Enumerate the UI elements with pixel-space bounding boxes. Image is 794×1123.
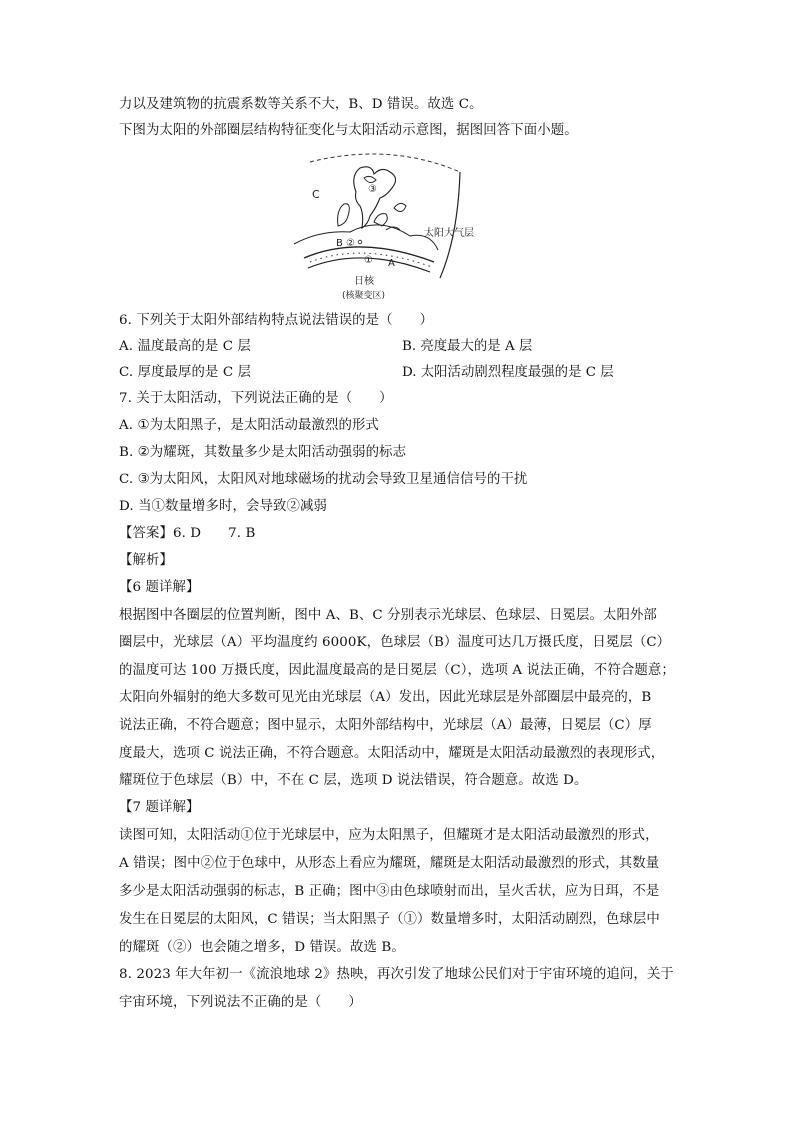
detail-6-line: 说法正确，不符合题意；图中显示，太阳外部结构中，光球层（A）最薄，日冕层（C）厚 xyxy=(119,718,652,733)
label-atmosphere: 太阳大气层 xyxy=(424,228,474,239)
label-b: B xyxy=(336,238,343,249)
detail-7-line: 读图可知，太阳活动①位于光球层中，应为太阳黑子，但耀斑才是太阳活动最激烈的形式， xyxy=(119,828,659,843)
option-7c: C. ③为太阳风，太阳风对地球磁场的扰动会导致卫星通信信号的干扰 xyxy=(119,472,528,487)
label-c: C xyxy=(312,188,320,201)
atmosphere-boundary xyxy=(440,172,460,278)
mark-1: ① xyxy=(364,255,373,266)
text-line: 力以及建筑物的抗震系数等关系不大，B、D 错误。故选 C。 xyxy=(119,97,483,112)
detail-6-line: 根据图中各圈层的位置判断，图中 A、B、C 分别表示光球层、色球层、日冕层。太阳外部 xyxy=(119,608,657,623)
prominence-shape xyxy=(354,167,396,228)
option-7b: B. ②为耀斑，其数量多少是太阳活动强弱的标志 xyxy=(119,445,407,460)
label-core-sub: (核聚变区) xyxy=(342,291,386,301)
option-6b: B. 亮度最大的是 A 层 xyxy=(402,339,533,354)
option-6a: A. 温度最高的是 C 层 xyxy=(119,339,251,354)
answer-line: 【答案】6. D 7. B xyxy=(119,526,256,541)
detail-7-line: 发生在日冕层的太阳风，C 错误；当太阳黑子（①）数量增多时，太阳活动剧烈，色球层中 xyxy=(119,912,660,927)
detail-6-line: 度最大，选项 C 说法正确，不符合题意。太阳活动中，耀斑是太阳活动最激烈的表现形式， xyxy=(119,746,665,761)
detail-7-line: 的耀斑（②）也会随之增多，D 错误。故选 B。 xyxy=(119,940,405,955)
detail-7-heading: 【7 题详解】 xyxy=(119,800,200,815)
question-6: 6. 下列关于太阳外部结构特点说法错误的是（ ） xyxy=(119,313,434,328)
detail-6-heading: 【6 题详解】 xyxy=(119,580,200,595)
mark-2: ② xyxy=(346,238,355,249)
analysis-heading: 【解析】 xyxy=(119,553,173,568)
detail-6-line: 耀斑位于色球层（B）中，不在 C 层，选项 D 说法错误，符合题意。故选 D。 xyxy=(119,773,588,788)
question-7: 7. 关于太阳活动，下列说法正确的是（ ） xyxy=(119,391,393,406)
question-8-cont: 宇宙环境，下列说法不正确的是（ ） xyxy=(119,995,362,1010)
label-a: A xyxy=(388,258,395,269)
mark-3: ③ xyxy=(368,184,377,195)
option-7a: A. ①为太阳黑子，是太阳活动最激烈的形式 xyxy=(119,418,379,433)
detail-6-line: 太阳向外辐射的绝大多数可见光由光球层（A）发出，因此光球层是外部圈层中最亮的，B xyxy=(119,690,652,705)
detail-6-line: 的温度可达 100 万摄氏度，因此温度最高的是日冕层（C），选项 A 说法正确，不符合题意； xyxy=(119,663,675,678)
detail-7-line: A 错误；图中②位于色球中，从形态上看应为耀斑，耀斑是太阳活动最激烈的形式，其数量 xyxy=(119,856,660,871)
detail-6-line: 圈层中，光球层（A）平均温度约 6000K，色球层（B）温度可达几万摄氏度，日冕层（C） xyxy=(119,635,671,650)
option-6d: D. 太阳活动剧烈程度最强的是 C 层 xyxy=(402,365,614,380)
option-7d: D. 当①数量增多时，会导致②减弱 xyxy=(119,499,327,514)
detail-7-line: 多少是太阳活动强弱的标志，B 正确；图中③由色球喷射而出，呈火舌状，应为日珥，不是 xyxy=(119,884,660,899)
option-6c: C. 厚度最厚的是 C 层 xyxy=(119,365,252,380)
sun-structure-figure xyxy=(290,146,520,306)
chromosphere-edge xyxy=(294,225,438,250)
intro-line: 下图为太阳的外部圈层结构特征变化与太阳活动示意图，据图回答下面小题。 xyxy=(119,123,578,138)
label-core: 日核 xyxy=(354,276,374,287)
question-8: 8. 2023 年大年初一《流浪地球 2》热映，再次引发了地球公民们对于宇宙环境的追问，关于 xyxy=(119,967,674,982)
